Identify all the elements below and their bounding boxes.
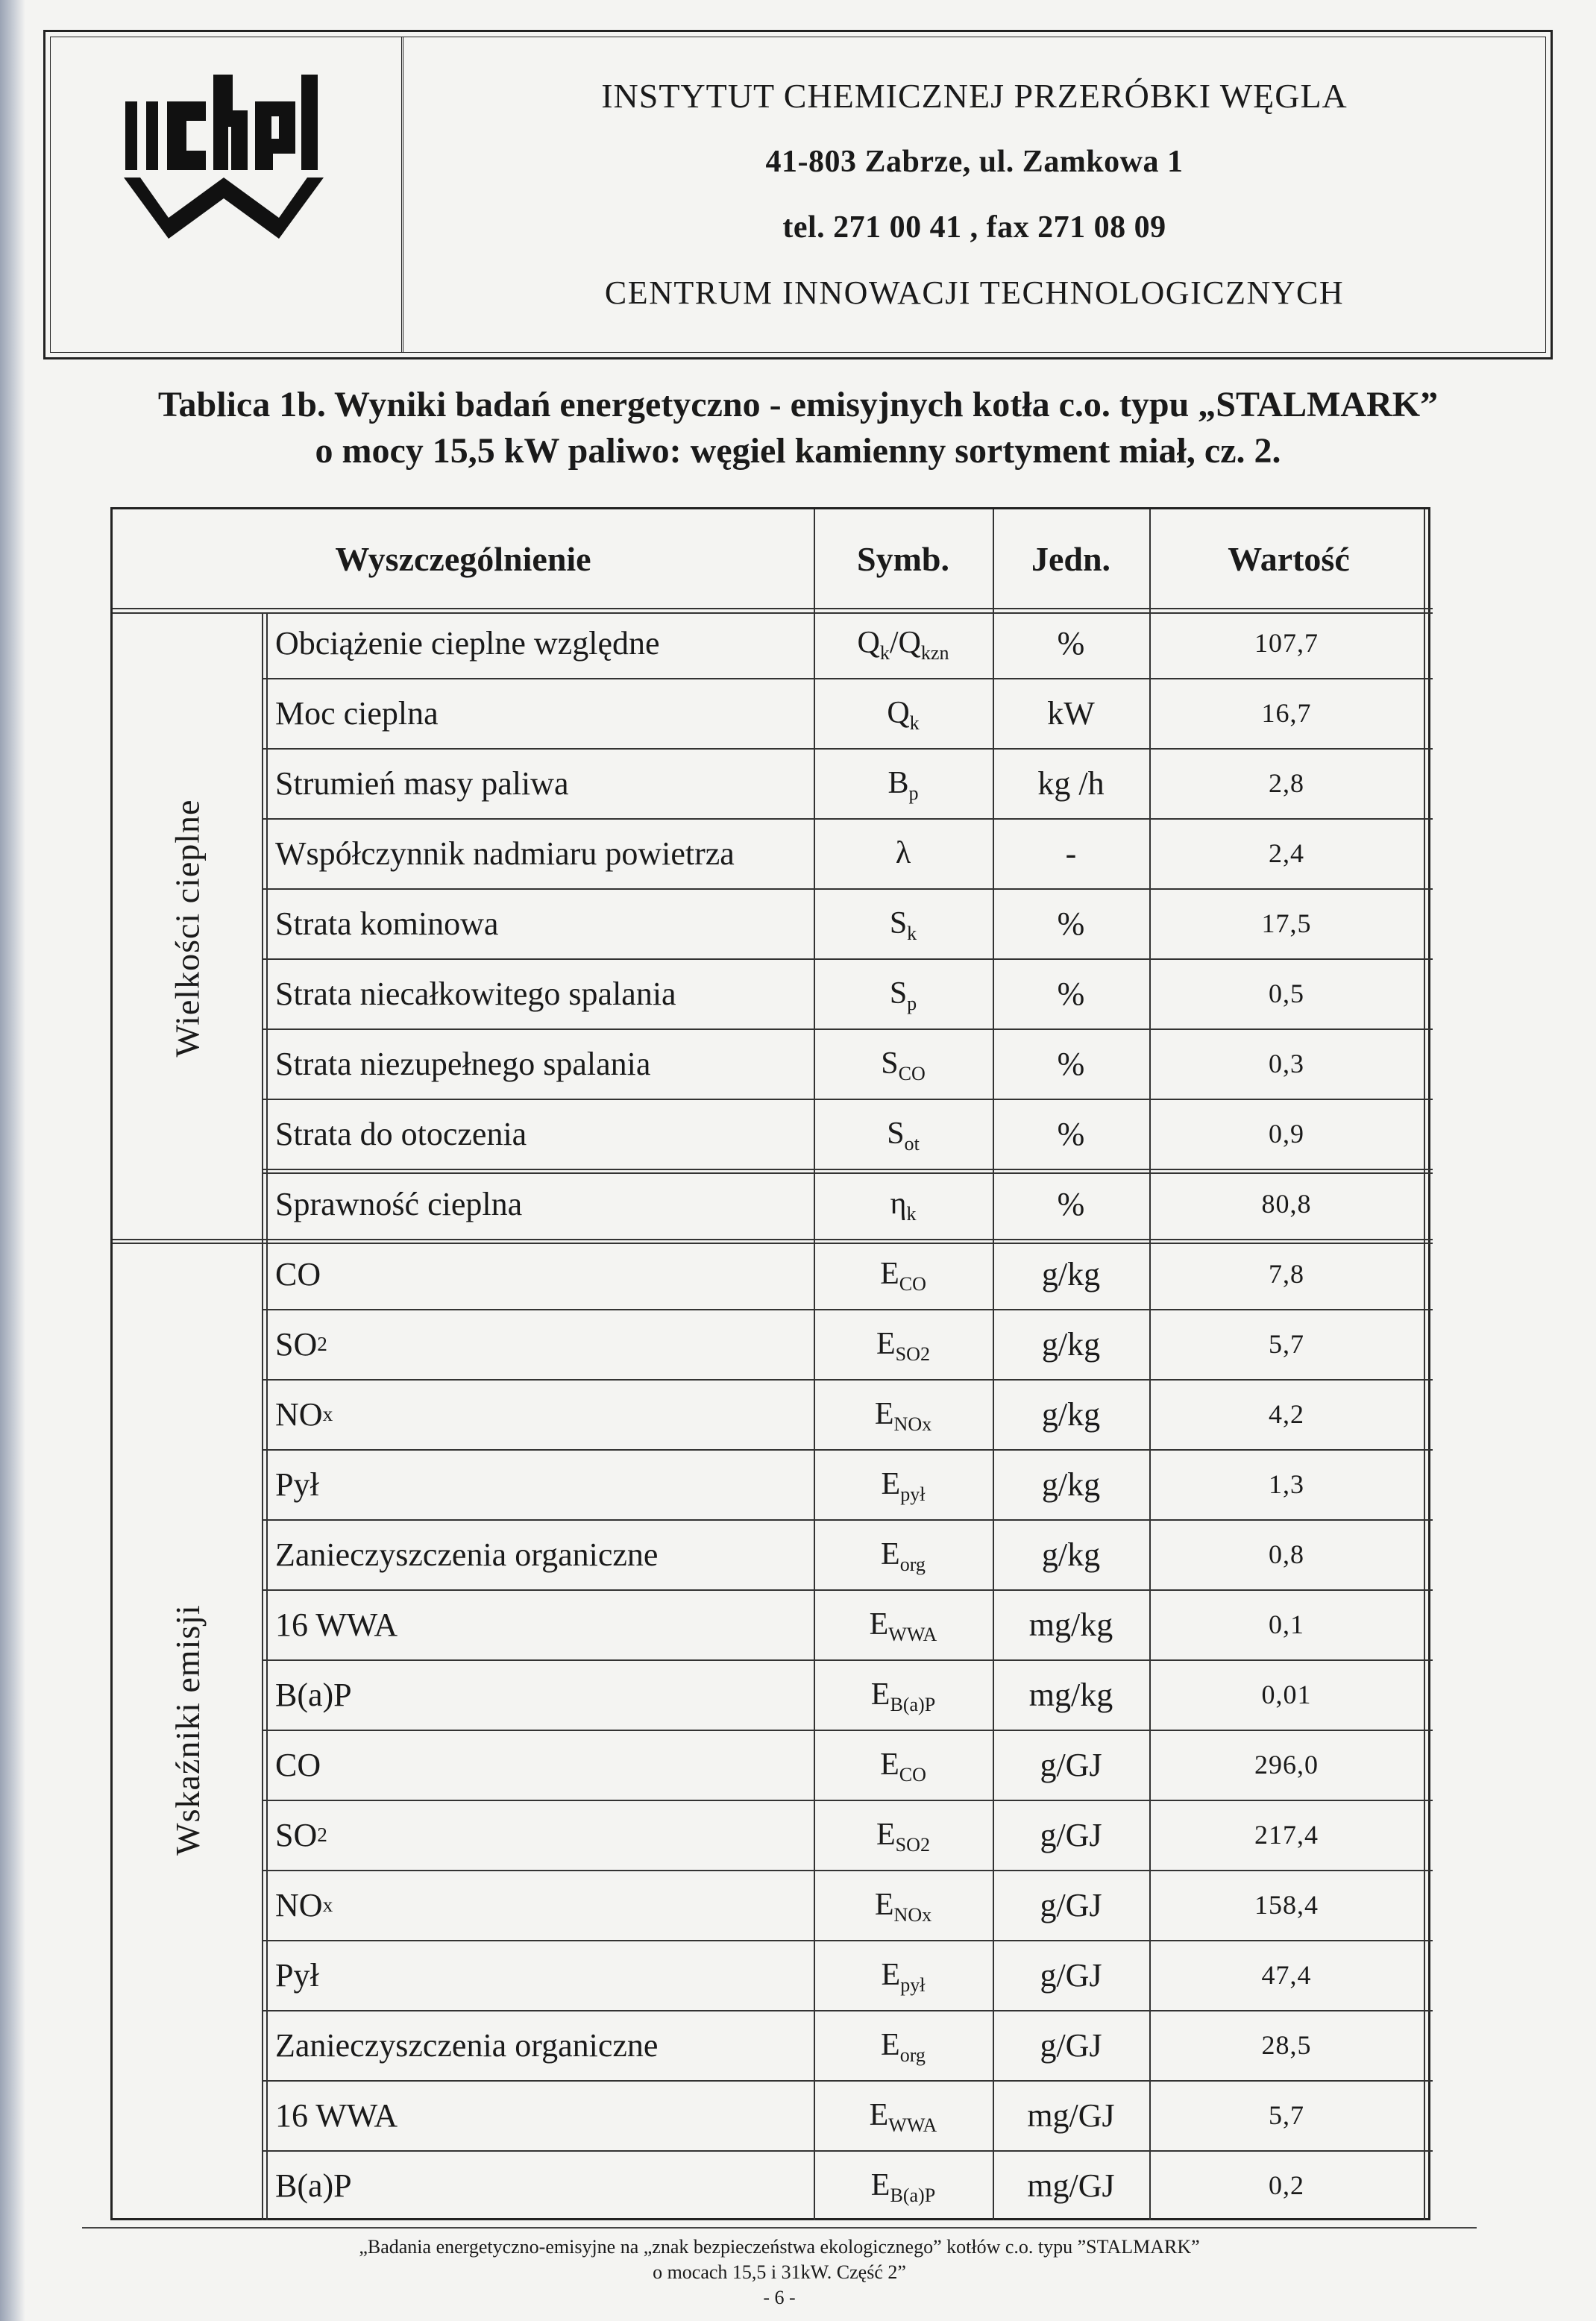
- row-unit: %: [1057, 1185, 1085, 1222]
- right-double-line: [1424, 509, 1425, 2220]
- row-value: 158,4: [1254, 1890, 1319, 1920]
- row-value: 47,4: [1261, 1960, 1312, 1990]
- row-name: B(a)P: [275, 2167, 352, 2204]
- row-unit: g/kg: [1041, 1395, 1101, 1433]
- row-value: 0,3: [1269, 1049, 1304, 1078]
- row-symbol: [814, 608, 993, 678]
- group-label-thermal: [113, 612, 262, 1243]
- row-value: 16,7: [1261, 698, 1312, 728]
- row-name: CO: [275, 1746, 321, 1783]
- row-unit: g/GJ: [1040, 2026, 1102, 2064]
- symbol-text: $B_p$: [887, 766, 919, 805]
- symbol-text: $Q_k/Q_{kzn}$: [857, 626, 949, 665]
- row-unit: %: [1057, 624, 1085, 662]
- symbol-text: $E_{B(a)P}$: [870, 1677, 936, 1716]
- row-divider: [262, 1169, 1433, 1170]
- row-name: Zanieczyszczenia organiczne: [275, 1536, 659, 1573]
- row-value: 0,01: [1261, 1680, 1312, 1709]
- row-value: 296,0: [1254, 1750, 1319, 1780]
- row-name: B(a)P: [275, 1676, 352, 1713]
- group-label-emission: [113, 1239, 262, 2220]
- row-value: 2,8: [1269, 768, 1304, 798]
- group-emission-text: Wskaźniki emisji: [168, 1604, 207, 1856]
- row-value: 2,4: [1269, 838, 1304, 868]
- row-unit: g/kg: [1041, 1255, 1101, 1293]
- row-divider-double: [113, 1243, 1433, 1244]
- institute-name: INSTYTUT CHEMICZNEJ PRZERÓBKI WĘGLA: [601, 77, 1348, 115]
- row-divider: [262, 1659, 1433, 1661]
- symbol-text: $E_{SO2}$: [876, 1818, 930, 1856]
- row-value: 1,3: [1269, 1469, 1304, 1499]
- institute-phone: tel. 271 00 41 , fax 271 08 09: [782, 210, 1166, 245]
- row-value: 0,2: [1269, 2170, 1304, 2200]
- row-divider: [262, 1309, 1433, 1310]
- row-symbol: [814, 1449, 993, 1519]
- row-value: 5,7: [1269, 2100, 1304, 2130]
- row-unit: g/GJ: [1040, 1956, 1102, 1994]
- row-divider: [262, 1940, 1433, 1941]
- symbol-text: $E_{SO2}$: [876, 1327, 930, 1366]
- row-unit: g/GJ: [1040, 1816, 1102, 1853]
- row-divider-double: [262, 1172, 1433, 1174]
- row-unit: %: [1057, 975, 1085, 1012]
- row-divider: [262, 818, 1433, 820]
- row-unit: -: [1065, 835, 1077, 872]
- row-symbol: [814, 1379, 993, 1449]
- row-divider: [262, 748, 1433, 750]
- row-symbol: [814, 2080, 993, 2150]
- row-unit: mg/GJ: [1027, 2167, 1115, 2204]
- row-name: Strata niecałkowitego spalania: [275, 975, 676, 1012]
- row-value: 0,9: [1269, 1119, 1304, 1149]
- row-value: 7,8: [1269, 1259, 1304, 1289]
- row-symbol: [814, 1659, 993, 1730]
- row-unit: mg/kg: [1028, 1676, 1113, 1713]
- scan-edge-shadow: [0, 0, 25, 2321]
- symbol-text: $Q_k$: [887, 696, 920, 735]
- row-value: 0,1: [1269, 1609, 1304, 1639]
- row-symbol: [814, 818, 993, 888]
- footer-line-2: o mocach 15,5 i 31kW. Część 2”: [653, 2261, 906, 2283]
- row-divider: [262, 888, 1433, 890]
- row-symbol: [814, 888, 993, 958]
- row-unit: kW: [1047, 694, 1095, 732]
- row-symbol: [814, 1519, 993, 1589]
- page-number: - 6 -: [763, 2287, 796, 2308]
- row-divider: [262, 1449, 1433, 1451]
- table-caption: [89, 382, 1507, 474]
- row-divider: [262, 1519, 1433, 1521]
- row-unit: %: [1057, 1045, 1085, 1082]
- group-separator: [113, 1239, 1433, 1240]
- symbol-text: $S_k$: [889, 906, 917, 945]
- symbol-text: $E_{B(a)P}$: [870, 2168, 936, 2207]
- row-symbol: [814, 1239, 993, 1309]
- row-value: 0,8: [1269, 1539, 1304, 1569]
- caption-line-2: o mocy 15,5 kW paliwo: węgiel kamienny sortyment miał, cz. 2.: [315, 431, 1281, 471]
- symbol-text: $E_{WWA}$: [869, 2098, 937, 2137]
- row-value: 80,8: [1261, 1189, 1312, 1219]
- footer-line-1: „Badania energetyczno-emisyjne na „znak bezpieczeństwa ekologicznego” kotłów c.o. typu ”STALMARK”: [359, 2236, 1200, 2258]
- row-divider: [262, 2010, 1433, 2011]
- row-divider: [262, 1379, 1433, 1381]
- row-divider: [262, 1870, 1433, 1871]
- row-unit: g/GJ: [1040, 1746, 1102, 1783]
- symbol-text: $E_{NOx}$: [874, 1888, 932, 1926]
- row-value: 107,7: [1254, 628, 1319, 658]
- row-unit: %: [1057, 905, 1085, 942]
- symbol-text: $E_{org}$: [881, 1537, 926, 1576]
- row-symbol: [814, 1800, 993, 1870]
- row-unit: mg/kg: [1028, 1606, 1113, 1643]
- header-unit: Jedn.: [1031, 539, 1111, 578]
- symbol-text: $E_{WWA}$: [869, 1607, 937, 1646]
- symbol-text: $S_{ot}$: [887, 1116, 920, 1155]
- row-name: Obciążenie cieplne względne: [275, 624, 660, 662]
- row-name: Strata niezupełnego spalania: [275, 1045, 651, 1082]
- symbol-text: $E_{pył}$: [881, 1467, 926, 1506]
- row-name: 16 WWA: [275, 2097, 398, 2134]
- row-unit: %: [1057, 1115, 1085, 1152]
- row-unit: g/GJ: [1040, 1886, 1102, 1923]
- logo-cell: [51, 37, 403, 352]
- symbol-text: $E_{pył}$: [881, 1958, 926, 1997]
- symbol-text: λ: [895, 836, 911, 870]
- row-unit: g/kg: [1041, 1536, 1101, 1573]
- letterhead: [43, 30, 1553, 359]
- row-value: 5,7: [1269, 1329, 1304, 1359]
- row-symbol: [814, 748, 993, 818]
- caption-line-1: Tablica 1b. Wyniki badań energetyczno - emisyjnych kotła c.o. typu „STALMARK”: [157, 385, 1439, 424]
- row-value: 17,5: [1261, 908, 1312, 938]
- ichpw-logo: [112, 66, 336, 245]
- row-unit: mg/GJ: [1027, 2097, 1115, 2134]
- row-name: 16 WWA: [275, 1606, 398, 1643]
- institute-center: CENTRUM INNOWACJI TECHNOLOGICZNYCH: [604, 274, 1345, 311]
- row-symbol: [814, 2150, 993, 2220]
- row-symbol: [814, 1940, 993, 2010]
- results-table: [110, 507, 1430, 2220]
- row-name: Pył: [275, 1466, 319, 1503]
- row-divider: [262, 678, 1433, 679]
- header-symbol: Symb.: [857, 539, 949, 578]
- row-symbol: [814, 1730, 993, 1800]
- row-unit: g/kg: [1041, 1325, 1101, 1363]
- row-value: 217,4: [1254, 1820, 1319, 1850]
- row-name: NO x: [275, 1395, 333, 1433]
- header-item: Wyszczególnienie: [335, 539, 591, 578]
- row-divider: [262, 1028, 1433, 1030]
- row-symbol: [814, 1028, 993, 1099]
- row-value: 28,5: [1261, 2030, 1312, 2060]
- group-thermal-text: Wielkości cieplne: [168, 799, 207, 1057]
- row-unit: kg /h: [1037, 764, 1105, 802]
- institute-address: 41-803 Zabrze, ul. Zamkowa 1: [765, 145, 1184, 179]
- row-name: CO: [275, 1255, 321, 1293]
- row-divider: [262, 1099, 1433, 1100]
- row-divider: [262, 1730, 1433, 1731]
- row-name: Strumień masy paliwa: [275, 764, 569, 802]
- row-symbol: [814, 1309, 993, 1379]
- row-name: Zanieczyszczenia organiczne: [275, 2026, 659, 2064]
- symbol-text: $E_{CO}$: [880, 1747, 926, 1786]
- row-symbol: [814, 1099, 993, 1169]
- row-divider: [262, 1800, 1433, 1801]
- row-symbol: [814, 958, 993, 1028]
- row-divider: [262, 958, 1433, 960]
- row-symbol: [814, 2010, 993, 2080]
- footer-rule: [82, 2227, 1477, 2229]
- page-footer: [82, 2234, 1477, 2311]
- row-name: SO 2: [275, 1325, 327, 1363]
- group-divider: [262, 612, 263, 2220]
- row-symbol: [814, 678, 993, 748]
- row-unit: g/kg: [1041, 1466, 1101, 1503]
- header-value: Wartość: [1228, 539, 1350, 578]
- row-divider: [262, 2080, 1433, 2082]
- row-name: NO x: [275, 1886, 333, 1923]
- symbol-text: $S_p$: [889, 976, 917, 1015]
- row-name: Strata kominowa: [275, 905, 499, 942]
- row-divider: [262, 1589, 1433, 1591]
- row-name: Moc cieplna: [275, 694, 439, 732]
- row-value: 0,5: [1269, 979, 1304, 1008]
- row-symbol: [814, 1169, 993, 1239]
- symbol-text: $E_{CO}$: [880, 1257, 926, 1295]
- symbol-text: $E_{NOx}$: [874, 1397, 932, 1436]
- row-name: Sprawność cieplna: [275, 1185, 523, 1222]
- row-name: Współczynnik nadmiaru powietrza: [275, 835, 735, 872]
- row-value: 4,2: [1269, 1399, 1304, 1429]
- row-name: Strata do otoczenia: [275, 1115, 527, 1152]
- row-name: Pył: [275, 1956, 319, 1994]
- row-name: SO 2: [275, 1816, 327, 1853]
- institute-info: [403, 37, 1545, 352]
- symbol-text: $\eta_k$: [890, 1187, 917, 1225]
- row-divider: [262, 2150, 1433, 2152]
- symbol-text: $E_{org}$: [881, 2028, 926, 2067]
- symbol-text: $S_{CO}$: [881, 1046, 926, 1085]
- row-symbol: [814, 1870, 993, 1940]
- row-symbol: [814, 1589, 993, 1659]
